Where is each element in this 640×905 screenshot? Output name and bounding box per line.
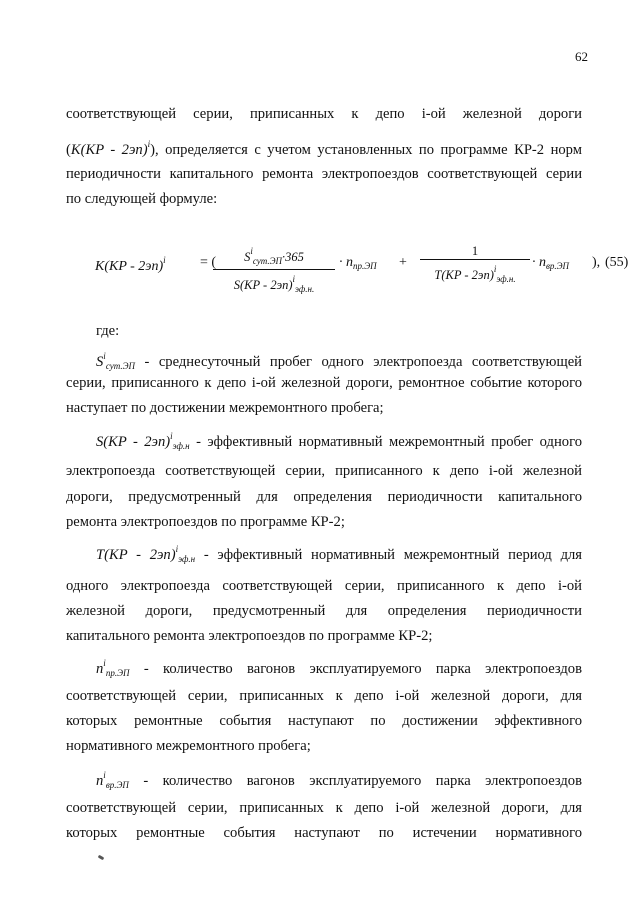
def-probeg-line-3: дороги, предусмотренный для определения периодичности капитального <box>66 489 582 505</box>
where-label: где: <box>96 323 120 339</box>
symbol-S-sut: $S^i_{сут.ЭП}$ <box>96 351 135 371</box>
formula-n-pr: · $n_{пр.ЭП}$ <box>339 255 377 271</box>
symbol-T-kr2: T(KP - 2эп)$^i_{эф.н}$ <box>96 544 196 564</box>
formula-close: ), <box>592 255 601 270</box>
formula-lhs: K(KP - 2эп)$^i$ <box>95 255 166 274</box>
symbol-n-vr: $n^i_{вр.ЭП}$ <box>96 770 129 790</box>
frac2-denominator: T(KP - 2эп)$^i_{эф.н.}$ <box>420 259 530 287</box>
formula-n-vr: · $n_{вр.ЭП}$ <box>532 255 570 271</box>
def-probeg-line-4: ремонта электропоездов по программе КР-2; <box>66 514 345 530</box>
intro-l2-sup: i <box>147 139 151 149</box>
def-period-line-4: капитального ремонта электропоездов по программе КР-2; <box>66 628 433 644</box>
intro-line-3: периодичности капитального ремонта электропоездов соответствующей серии <box>66 166 582 182</box>
def-period-line-2: одного электропоезда соответствующей серии, приписанного к депо i-ой <box>66 578 582 594</box>
intro-l2-pre: ( <box>66 142 71 158</box>
def-probeg-line-2: электропоезда соответствующей серии, приписанного к депо i-ой железной <box>66 463 582 479</box>
def-n-vr-line-3: которых ремонтные события наступают по истечении нормативного <box>66 825 582 841</box>
def-n-vr-line-1: $n^i_{вр.ЭП}$ - количество вагонов эксплуатируемого парка электропоездов <box>96 770 582 790</box>
page-number: 62 <box>575 49 588 64</box>
def-sutochny-line-3: наступает по достижении межремонтного пробега; <box>66 400 384 416</box>
frac1-numerator: $S^i_{сут.ЭП}\cdot 365$ <box>244 246 304 266</box>
symbol-n-pr: $n^i_{пр.ЭП}$ <box>96 658 130 678</box>
def-probeg-line-1: S(KP - 2эп)$^i_{эф.н}$ - эффективный нормативный межремонтный пробег одного <box>96 431 582 451</box>
def-n-vr-line-2: соответствующей серии, приписанных к депо i-ой железной дороги, для <box>66 800 582 816</box>
intro-line-4: по следующей формуле: <box>66 191 218 207</box>
scan-speck <box>98 855 105 861</box>
symbol-S-kr2: S(KP - 2эп)$^i_{эф.н}$ <box>96 431 190 451</box>
frac1-denominator: S(KP - 2эп)$^i_{эф.н.}$ <box>213 269 335 297</box>
formula-plus: + <box>399 255 407 270</box>
formula-number: (55) <box>605 255 629 270</box>
def-period-line-3: железной дороги, предусмотренный для определения периодичности <box>66 603 582 619</box>
def-n-pr-line-1: $n^i_{пр.ЭП}$ - количество вагонов эксплуатируемого парка электропоездов <box>96 658 582 678</box>
formula-fraction-2 <box>420 243 530 287</box>
def-sutochny-line-2: серии, приписанного к депо i-ой железной дороги, ремонтное событие которого <box>66 375 582 391</box>
frac2-numerator: 1 <box>471 244 479 258</box>
intro-l2-math: K(KP - 2эп) <box>70 142 148 158</box>
def-n-pr-line-3: которых ремонтные события наступают по достижении эффективного <box>66 713 582 729</box>
intro-line-1: соответствующей серии, приписанных к депо i-ой железной дороги <box>66 106 582 122</box>
formula-55 <box>95 243 629 294</box>
intro-l2-post: ), определяется с учетом установленных по программе КР-2 норм <box>150 142 582 158</box>
formula-fraction-1 <box>213 243 335 297</box>
def-period-line-1: T(KP - 2эп)$^i_{эф.н}$ - эффективный нормативный межремонтный период для <box>96 544 583 564</box>
intro-line-2 <box>66 135 582 159</box>
def-n-pr-line-4: нормативного межремонтного пробега; <box>66 738 311 754</box>
formula-eq: = ( <box>200 255 217 270</box>
def-sutochny-line-1: $S^i_{сут.ЭП}$ - среднесуточный пробег одного электропоезда соответствующей <box>96 351 582 371</box>
def-n-pr-line-2: соответствующей серии, приписанных к депо i-ой железной дороги, для <box>66 688 582 704</box>
